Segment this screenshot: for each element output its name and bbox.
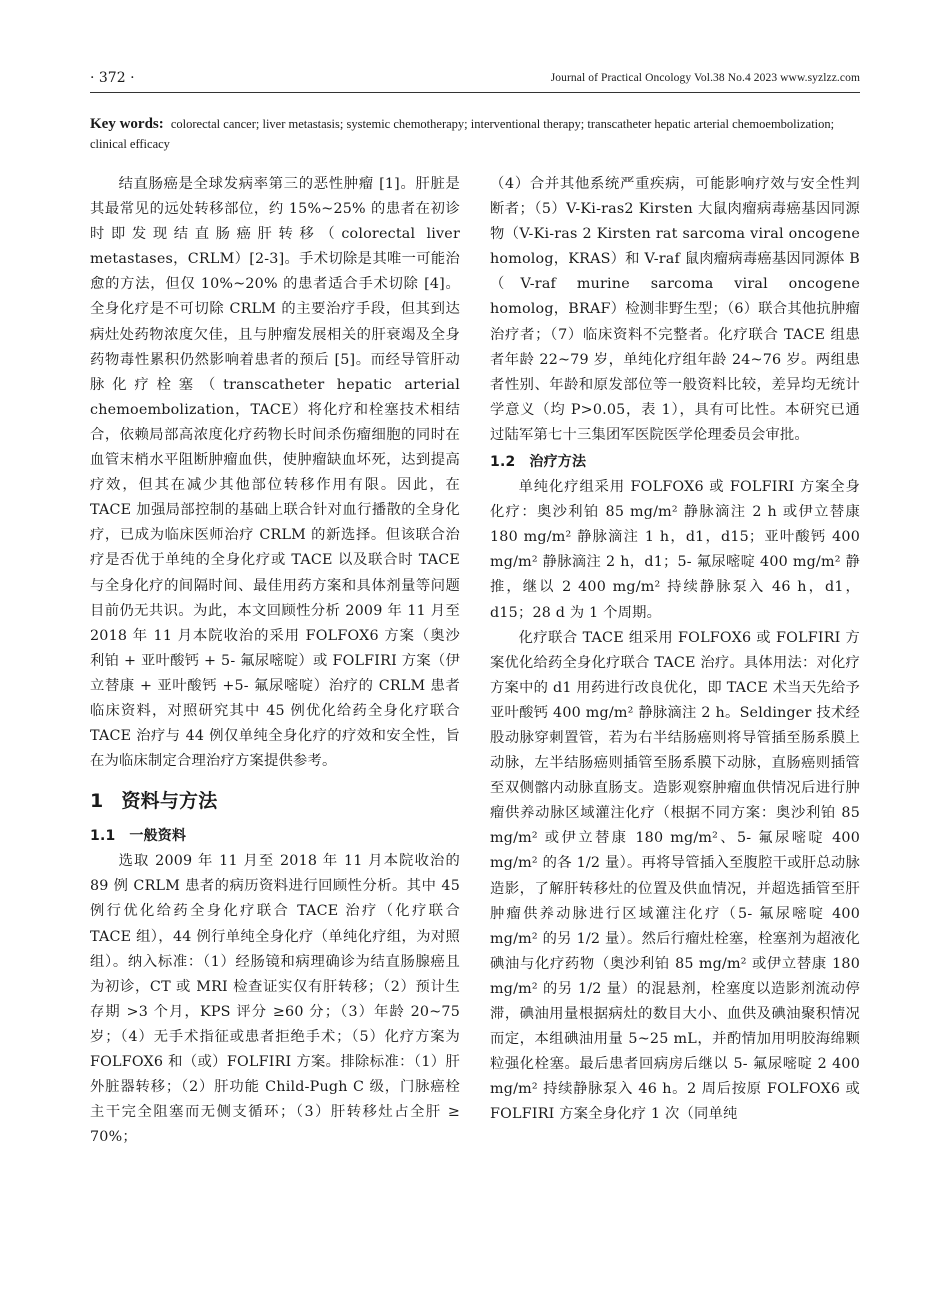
- section-title: 资料与方法: [121, 790, 218, 813]
- subsection-title: 一般资料: [129, 828, 187, 845]
- right-column: [490, 172, 860, 1127]
- subsection-number: 1.1: [90, 828, 116, 845]
- left-column: [90, 172, 460, 1150]
- subsection-number: 1.2: [490, 454, 516, 471]
- exclusion-continuation-paragraph: （4）合并其他系统严重疾病，可能影响疗效与安全性判断者；（5）V-Ki-ras2 Kirsten 大鼠肉瘤病毒癌基因同源物（V-Ki-ras 2 Kirsten rat sarcoma viral oncogene homolog，KRAS）和 V-raf 鼠肉瘤病毒癌基因同源体 B（V-raf murine sarcoma viral oncogene homolog，BRAF）检测非野生型；（6）联合其他抗肿瘤治疗者；（7）临床资料不完整者。化疗联合 TACE 组患者年龄 22~79 岁，单纯化疗组年龄 24~76 岁。两组患者性别、年龄和原发部位等一般资料比较，差异均无统计学意义（均 P>0.05，表 1），具有可比性。本研究已通过陆军第七十三集团军医院医学伦理委员会审批。: [490, 176, 860, 443]
- method-paragraph: 化疗联合 TACE 组采用 FOLFOX6 或 FOLFIRI 方案优化给药全身化疗联合 TACE 治疗。具体用法：对化疗方案中的 d1 用药进行改良优化，即 TACE 术当天先给予亚叶酸钙 400 mg/m² 静脉滴注 2 h。Seldinger 技术经股动脉穿刺置管，若为右半结肠癌则将导管插至肠系膜上动脉，左半结肠癌则插管至肠系膜下动脉，直肠癌则插管至双侧髂内动脉直肠支。造影观察肿瘤血供情况后进行肿瘤供养动脉区域灌注化疗（根据不同方案：奥沙利铂 85 mg/m² 或伊立替康 180 mg/m²、5- 氟尿嘧啶 400 mg/m² 的各 1/2 量）。再将导管插入至腹腔干或肝总动脉造影，了解肝转移灶的位置及供血情况，并超选插管至肝肿瘤供养动脉进行区域灌注化疗（5- 氟尿嘧啶 400 mg/m² 的另 1/2 量）。然后行瘤灶栓塞，栓塞剂为超液化碘油与化疗药物（奥沙利铂 85 mg/m² 或伊立替康 180 mg/m² 的另 1/2 量）的混悬剂，栓塞度以造影剂流动停滞，碘油用量根据病灶的数目大小、血供及碘油聚积情况而定，本组碘油用量 5~25 mL，并酌情加用明胶海绵颗粒强化栓塞。最后患者回病房后继以 5- 氟尿嘧啶 2 400 mg/m² 持续静脉泵入 46 h。2 周后按原 FOLFOX6 或 FOLFIRI 方案全身化疗 1 次（同单纯: [490, 629, 860, 1123]
- subsection-heading: [90, 824, 460, 849]
- section-number: 1: [90, 790, 104, 813]
- running-header: [90, 66, 860, 93]
- method-paragraph: 单纯化疗组采用 FOLFOX6 或 FOLFIRI 方案全身化疗：奥沙利铂 85 mg/m² 静脉滴注 2 h 或伊立替康 180 mg/m² 静脉滴注 1 h，d1，d15；亚叶酸钙 400 mg/m² 静脉滴注 2 h，d1；5- 氟尿嘧啶 400 mg/m² 静推，继以 2 400 mg/m² 持续静脉泵入 46 h，d1，d15；28 d 为 1 个周期。: [490, 479, 860, 621]
- keywords-block: [90, 114, 860, 154]
- subsection-title: 治疗方法: [529, 454, 587, 471]
- keywords-text: colorectal cancer; liver metastasis; systemic chemotherapy; interventional therapy; transcatheter hepatic arterial chemoembolization; clinical efficacy: [90, 117, 835, 151]
- journal-citation: Journal of Practical Oncology Vol.38 No.4 2023 www.syzlzz.com: [550, 72, 860, 84]
- page-number: · 372 ·: [90, 70, 135, 86]
- section-heading: [90, 788, 460, 814]
- general-data-paragraph: 选取 2009 年 11 月至 2018 年 11 月本院收治的 89 例 CRLM 患者的病历资料进行回顾性分析。其中 45 例行优化给药全身化疗联合 TACE 治疗（化疗联合 TACE 组），44 例行单纯全身化疗（单纯化疗组，为对照组）。纳入标准：（1）经肠镜和病理确诊为结直肠腺癌且为初诊，CT 或 MRI 检查证实仅有肝转移；（2）预计生存期 >3 个月，KPS 评分 ≥60 分；（3）年龄 20~75 岁；（4）无手术指征或患者拒绝手术；（5）化疗方案为 FOLFOX6 和（或）FOLFIRI 方案。排除标准：（1）肝外脏器转移；（2）肝功能 Child-Pugh C 级，门脉癌栓主干完全阻塞而无侧支循环；（3）肝转移灶占全肝 ≥ 70%；: [90, 853, 460, 1146]
- keywords-label: Key words:: [90, 116, 164, 132]
- subsection-heading: [490, 450, 860, 475]
- intro-paragraph: 结直肠癌是全球发病率第三的恶性肿瘤 [1]。肝脏是其最常见的远处转移部位，约 15%~25% 的患者在初诊时即发现结直肠癌肝转移（colorectal liver metastases，CRLM）[2-3]。手术切除是其唯一可能治愈的方法，但仅 10%~20% 的患者适合手术切除 [4]。全身化疗是不可切除 CRLM 的主要治疗手段，但其到达病灶处药物浓度欠佳，且与肿瘤发展相关的肝衰竭及全身药物毒性累积仍然影响着患者的预后 [5]。而经导管肝动脉化疗栓塞（transcatheter hepatic arterial chemoembolization，TACE）将化疗和栓塞技术相结合，依赖局部高浓度化疗药物长时间杀伤瘤细胞的同时在血管末梢水平阻断肿瘤血供，使肿瘤缺血坏死，达到提高疗效，但其在减少其他部位转移作用有限。因此，在 TACE 加强局部控制的基础上联合针对血行播散的全身化疗，已成为临床医师治疗 CRLM 的新选择。但该联合治疗是否优于单纯的全身化疗或 TACE 以及联合时 TACE 与全身化疗的间隔时间、最佳用药方案和具体剂量等问题目前仍无共识。为此，本文回顾性分析 2009 年 11 月至 2018 年 11 月本院收治的采用 FOLFOX6 方案（奥沙利铂 + 亚叶酸钙 + 5- 氟尿嘧啶）或 FOLFIRI 方案（伊立替康 + 亚叶酸钙 +5- 氟尿嘧啶）治疗的 CRLM 患者临床资料，对照研究其中 45 例优化给药全身化疗联合 TACE 治疗与 44 例仅单纯全身化疗的疗效和安全性，旨在为临床制定合理治疗方案提供参考。: [90, 176, 460, 770]
